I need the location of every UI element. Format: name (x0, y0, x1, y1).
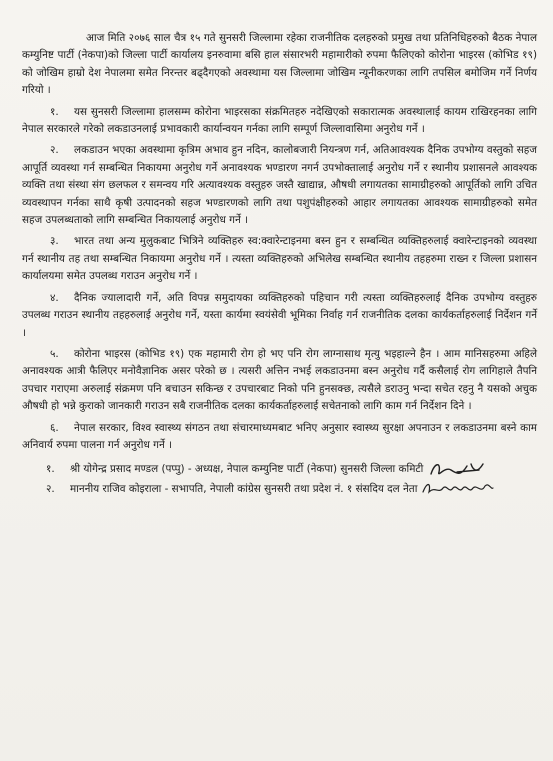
decision-text: यस सुनसरी जिल्लामा हालसम्म कोरोना भाइरसका संक्रमितहरु नदेखिएको सकारात्मक अवस्थालाई कायम राखिरहनका लागि नेपाल सरकारले गरेको लकडाउनलाई प्रभावकारी कार्यान्वयन गर्नका लागि सम्पूर्ण जिल्लावासिमा अनुरोध गर्ने । (22, 105, 537, 136)
signatory-2 (22, 480, 537, 498)
decision-number: १. (50, 105, 59, 118)
decision-text: भारत तथा अन्य मुलुकबाट भित्रिने व्यक्तिहरु स्व:क्वारेन्टाइनमा बस्न हुन र सम्बन्धित व्यक्तिहरुलाई क्वारेन्टाइनको व्यवस्था गर्न स्थानीय तह तथा सम्बन्धित निकायमा अनुरोध गर्ने । त्यस्ता व्यक्तिहरुको अभिलेख सम्बन्धित स्थानीय तहहरुमा राख्न र जिल्ला प्रशासन कार्यालयमा समेत उपलब्ध गराउन अनुरोध गर्ने । (22, 235, 537, 283)
signatory-number: २. (46, 483, 55, 496)
signatory-1 (22, 458, 537, 480)
signatory-list (22, 458, 537, 498)
decision-item-4 (22, 290, 537, 342)
signature-2-image (421, 480, 495, 498)
decision-number: ४. (50, 291, 59, 304)
decision-item-6 (22, 420, 537, 455)
decision-number: २. (50, 144, 59, 157)
decision-text: नेपाल सरकार, विश्व स्वास्थ्य संगठन तथा संचारमाध्यमबाट भनिए अनुसार स्वास्थ्य सुरक्षा अपनाउन र लकडाउनमा बस्ने काम अनिवार्य रुपमा पालना गर्न अनुरोध गर्ने । (22, 421, 537, 451)
decision-text: लकडाउन भएका अवस्थामा कृत्रिम अभाव हुन नदिन, कालोबजारी नियन्त्रण गर्न, अतिआवश्यक दैनिक उपभोग्य वस्तुको सहज आपूर्ति व्यवस्था गर्न सम्बन्धित निकायमा अनुरोध गर्ने अनावश्यक भण्डारण नगर्न उपभोक्तालाई अनुरोध गर्ने र स्थानीय प्रशासनले आवश्यक व्यक्ति तथा संस्था संग छलफल र समन्वय गरि अत्यावश्यक वस्तुहरु जस्तै खाद्यान्न, औषधी लगायतका सामाग्रीहरुको आपूर्तिको लागि उचित व्यवस्थापन गर्नका साथै कृषी उत्पादनको सहज भण्डारणको लागि तथा पशुपंक्षीहरुको आहार लगायतका आवश्यक सामाग्रीहरुको समेत सहज उपलब्धताको लागि सम्बन्धित निकायलाई अनुरोध गर्ने । (22, 144, 537, 227)
intro-paragraph: आज मिति २०७६ साल चैत्र १५ गते सुनसरी जिल्लामा रहेका राजनीतिक दलहरुको प्रमुख तथा प्रतिनिधिहरुको बैठक नेपाल कम्युनिष्ट पार्टी (नेकपा)को जिल्ला पार्टी कार्यालय इनरुवामा बसि हाल संसारभरी महामारीको रुपमा फैलिएको कोरोना भाइरस (कोभिड १९) को जोखिम हाम्रो देश नेपालमा समेत निरन्तर बढ्दैगएको अवस्थामा यस जिल्लामा जोखिम न्यूनीकरणका लागि तपसिल बमोजिम गर्ने निर्णय गरियो । (22, 32, 537, 97)
decision-number: ६. (50, 421, 59, 434)
signatory-text: माननीय राजिव कोइराला - सभापति, नेपाली कांग्रेस सुनसरी तथा प्रदेश नं. १ संसदिय दल नेता (70, 483, 418, 496)
decision-text: कोरोना भाइरस (कोभिड १९) एक महामारी रोग हो भए पनि रोग लाग्नासाथ मृत्यु भइहाल्ने हैन । आम मानिसहरुमा अहिले अनावश्यक आत्री फैलिएर मनोवैज्ञानिक असर परेको छ । त्यसरी अत्तिन नभई लकडाउनमा बस्न अनुरोध गर्दै कसैलाई रोग लागिहाले तैपनि उपचार गराएमा अरुलाई संक्रमण पनि बचाउन सकिन्छ र उपचारबाट निको पनि हुनसक्छ, त्यसैले डराउनु भन्दा सचेत रहनु नै यसको अचुक औषधी हो भन्ने कुराको जानकारी गराउन सबै राजनीतिक दलका कार्यकर्ताहरुलाई सचेतनाको लागि काम गर्न निर्देशन दिने । (22, 347, 537, 413)
signature-1-image (427, 458, 487, 480)
decision-number: ५. (50, 347, 59, 360)
decision-item-2 (22, 142, 537, 229)
signatory-text: श्री योगेन्द्र प्रसाद मण्डल (पप्पु) - अध्यक्ष, नेपाल कम्युनिष्ट पार्टी (नेकपा) सुनसरी जिल्ला कमिटी (70, 463, 424, 476)
decision-item-1 (22, 104, 537, 139)
decision-item-5 (22, 346, 537, 416)
document-body (22, 30, 537, 499)
decision-item-3 (22, 233, 537, 285)
decision-text: दैनिक ज्यालादारी गर्ने, अति विपन्न समुदायका व्यक्तिहरुको पहिचान गरी त्यस्ता व्यक्तिहरुलाई दैनिक उपभोग्य वस्तुहरु उपलब्ध गराउन स्थानीय तहहरुलाई अनुरोध गर्ने, यस्ता कार्यमा स्वयंसेवी भूमिका निर्वाह गर्न राजनीतिक दलका कार्यकर्ताहरुलाई निर्देशन गर्ने । (22, 291, 537, 339)
decision-number: ३. (50, 235, 59, 248)
decision-list (22, 104, 537, 455)
signatory-number: १. (46, 463, 55, 476)
